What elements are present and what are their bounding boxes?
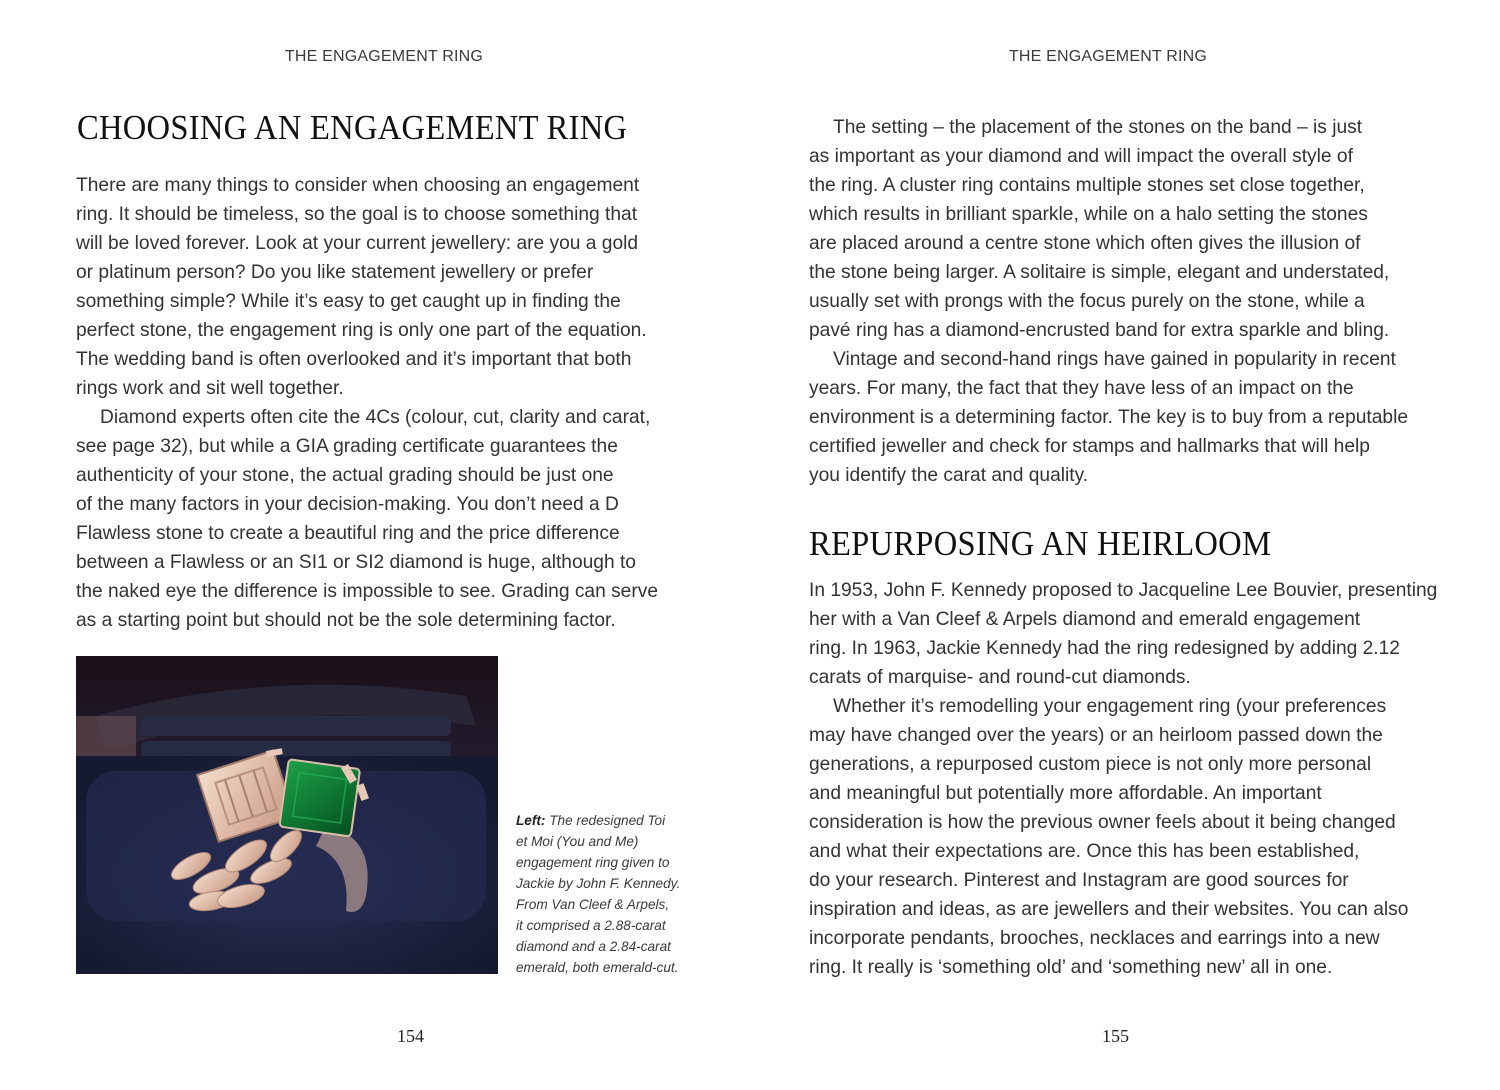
- caption-line: engagement ring given to: [516, 855, 670, 870]
- text-line: as important as your diamond and will impact the overall style of: [809, 146, 1353, 167]
- ring-photo: [76, 656, 498, 974]
- text-line: Vintage and second-hand rings have gained in popularity in recent: [833, 349, 1396, 370]
- text-line: inspiration and ideas, as are jewellers and their websites. You can also: [809, 899, 1409, 920]
- text-line: ring. In 1963, Jackie Kennedy had the ring redesigned by adding 2.12: [809, 638, 1400, 659]
- text-line: or platinum person? Do you like statement jewellery or prefer: [76, 262, 594, 283]
- text-line: will be loved forever. Look at your current jewellery: are you a gold: [76, 233, 639, 254]
- text-line: environment is a determining factor. The key is to buy from a reputable: [809, 407, 1409, 428]
- text-line: are placed around a centre stone which often gives the illusion of: [809, 233, 1361, 254]
- text-line: Flawless stone to create a beautiful ring and the price difference: [76, 523, 620, 544]
- text-line: as a starting point but should not be the sole determining factor.: [76, 610, 616, 631]
- caption-line: From Van Cleef & Arpels,: [516, 897, 670, 912]
- caption-line: et Moi (You and Me): [516, 834, 639, 849]
- text-line: The wedding band is often overlooked and it’s important that both: [76, 349, 632, 370]
- text-line: you identify the carat and quality.: [809, 465, 1089, 486]
- text-line: the ring. A cluster ring contains multiple stones set close together,: [809, 175, 1365, 196]
- text-line: ring. It really is ‘something old’ and ‘something new’ all in one.: [809, 957, 1333, 978]
- text-line: which results in brilliant sparkle, while on a halo setting the stones: [809, 204, 1368, 225]
- text-line: the stone being larger. A solitaire is simple, elegant and understated,: [809, 262, 1390, 283]
- text-line: ring. It should be timeless, so the goal is to choose something that: [76, 204, 638, 225]
- text-line: and meaningful but potentially more affordable. An important: [809, 783, 1322, 804]
- body-paragraph: [76, 403, 658, 635]
- ring-illustration: [76, 656, 498, 974]
- text-line: see page 32), but while a GIA grading certificate guarantees the: [76, 436, 618, 457]
- caption-label: Left:: [516, 813, 546, 828]
- running-head: THE ENGAGEMENT RING: [284, 48, 484, 65]
- text-line: the naked eye the difference is impossible to see. Grading can serve: [76, 581, 659, 602]
- text-line: and what their expectations are. Once this has been established,: [809, 841, 1360, 862]
- body-paragraph: [809, 692, 1408, 982]
- caption-line: diamond and a 2.84-carat: [516, 939, 671, 954]
- caption-line: emerald, both emerald-cut.: [516, 960, 679, 975]
- text-line: between a Flawless or an SI1 or SI2 diamond is huge, although to: [76, 552, 636, 573]
- text-line: Diamond experts often cite the 4Cs (colour, cut, clarity and carat,: [100, 407, 651, 428]
- text-line: consideration is how the previous owner feels about it being changed: [809, 812, 1396, 833]
- photo-caption: [516, 810, 716, 978]
- text-line: of the many factors in your decision-making. You don’t need a D: [76, 494, 619, 515]
- text-line: Whether it’s remodelling your engagement ring (your preferences: [833, 696, 1387, 717]
- text-line: may have changed over the years) or an heirloom passed down the: [809, 725, 1383, 746]
- text-line: her with a Van Cleef & Arpels diamond and emerald engagement: [809, 609, 1361, 630]
- text-line: perfect stone, the engagement ring is only one part of the equation.: [76, 320, 647, 341]
- body-paragraph: [76, 171, 647, 403]
- page-number: 154: [397, 1026, 424, 1046]
- running-head: THE ENGAGEMENT RING: [1008, 48, 1208, 65]
- caption-line: Jackie by John F. Kennedy.: [516, 876, 681, 891]
- section-heading: CHOOSING AN ENGAGEMENT RING: [77, 108, 628, 147]
- text-line: There are many things to consider when choosing an engagement: [76, 175, 640, 196]
- text-line: incorporate pendants, brooches, necklaces and earrings into a new: [809, 928, 1380, 949]
- right-page: [750, 0, 1500, 1090]
- text-line: carats of marquise- and round-cut diamonds.: [809, 667, 1191, 688]
- page-number: 155: [1102, 1026, 1129, 1046]
- body-paragraph: [809, 345, 1408, 490]
- text-line: years. For many, the fact that they have less of an impact on the: [809, 378, 1354, 399]
- text-line: do your research. Pinterest and Instagram are good sources for: [809, 870, 1349, 891]
- text-line: rings work and sit well together.: [76, 378, 344, 399]
- caption-text: The redesigned Toi: [545, 813, 666, 828]
- text-line: pavé ring has a diamond-encrusted band for extra sparkle and bling.: [809, 320, 1390, 341]
- text-line: generations, a repurposed custom piece is not only more personal: [809, 754, 1372, 775]
- body-paragraph: [809, 576, 1437, 692]
- body-paragraph: [809, 113, 1389, 345]
- text-line: authenticity of your stone, the actual grading should be just one: [76, 465, 614, 486]
- caption-line: it comprised a 2.88-carat: [516, 918, 666, 933]
- text-line: something simple? While it’s easy to get caught up in finding the: [76, 291, 621, 312]
- text-line: The setting – the placement of the stones on the band – is just: [833, 117, 1363, 138]
- text-line: usually set with prongs with the focus purely on the stone, while a: [809, 291, 1365, 312]
- text-line: certified jeweller and check for stamps and hallmarks that will help: [809, 436, 1370, 457]
- text-line: In 1953, John F. Kennedy proposed to Jacqueline Lee Bouvier, presenting: [809, 580, 1438, 601]
- section-heading: REPURPOSING AN HEIRLOOM: [809, 524, 1272, 563]
